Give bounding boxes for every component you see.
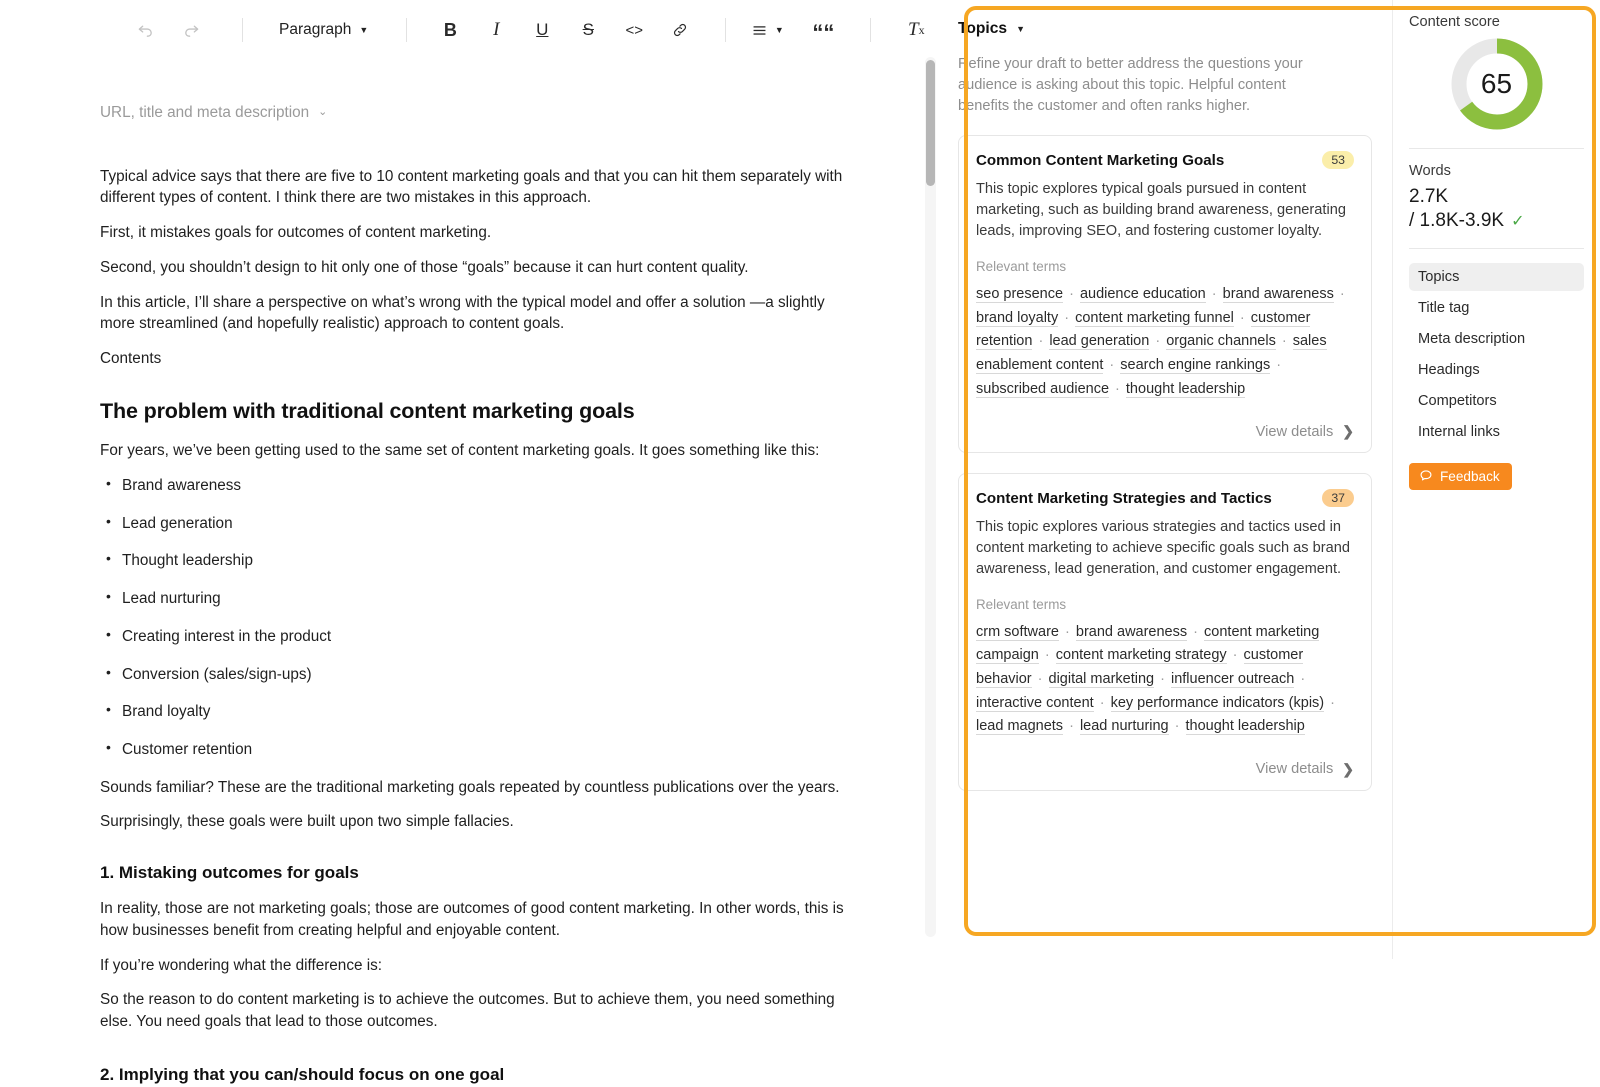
paragraph-style-dropdown[interactable] [271, 13, 376, 47]
relevant-term[interactable]: customer retention [976, 309, 1311, 350]
redo-button[interactable] [174, 13, 208, 47]
document-body[interactable] [0, 102, 940, 1087]
status-badge: 37 [1322, 489, 1354, 507]
chevron-down-icon-align: ▼ [774, 24, 784, 35]
topic-card-header [976, 151, 1354, 171]
bold-button[interactable] [433, 13, 467, 47]
relevant-terms-label: Relevant terms [976, 596, 1067, 612]
topic-card-title: Content Marketing Strategies and Tactics [976, 490, 1272, 508]
redo-icon [182, 21, 201, 40]
topic-card-footer [976, 423, 1354, 440]
goals-bullet-list [100, 475, 856, 761]
term-separator: · [1105, 356, 1119, 373]
view-details-link[interactable] [1256, 423, 1354, 440]
quote-label: ““ [812, 19, 835, 45]
relevant-terms-list [976, 283, 1354, 401]
undo-icon [136, 21, 155, 40]
doc-paragraph: Sounds familiar? These are the traditional marketing goals repeated by countless publications over the years. [100, 778, 840, 796]
chevron-right-icon: ❯ [1342, 423, 1354, 440]
chevron-down-icon-meta: ⌄ [318, 106, 328, 119]
clear-format-label: T [908, 19, 919, 40]
relevant-term[interactable]: key performance indicators (kpis) [1110, 694, 1325, 711]
term-separator: · [1061, 623, 1074, 640]
chevron-down-icon-topics: ▼ [1016, 23, 1026, 34]
topic-card-description: This topic explores various strategies and tactics used in content marketing to achieve specific goals such as brand awareness, lead generation, and customer engagement. [976, 518, 1350, 577]
align-icon [751, 22, 768, 39]
toolbar-divider-2 [406, 18, 407, 42]
doc-paragraph: If you’re wondering what the difference is: [100, 956, 383, 974]
content-score-value: 65 [1480, 68, 1513, 99]
view-details-label: View details [1255, 761, 1334, 778]
strikethrough-button[interactable] [571, 13, 605, 47]
sidebar-nav [1409, 263, 1584, 446]
relevant-term[interactable]: content marketing campaign [976, 623, 1320, 664]
status-badge: 53 [1322, 151, 1354, 169]
clear-formatting-button[interactable] [899, 13, 933, 47]
doc-paragraph: Surprisingly, these goals were built upon two simple fallacies. [100, 813, 514, 831]
list-item: • Creating interest in the product [100, 626, 856, 648]
relevant-term[interactable]: customer behavior [976, 647, 1304, 688]
relevant-term[interactable]: search engine rankings [1120, 356, 1271, 373]
sidebar-item-internal-links[interactable]: Internal links [1418, 423, 1500, 440]
view-details-link[interactable] [1256, 761, 1354, 778]
term-separator: · [1335, 286, 1345, 303]
words-count: 2.7K [1409, 186, 1449, 207]
topics-panel [940, 0, 1392, 959]
relevant-terms-list [976, 621, 1354, 739]
relevant-term[interactable]: interactive content [976, 694, 1094, 711]
toolbar-divider-4 [870, 18, 871, 42]
toolbar-divider-3 [725, 18, 726, 42]
term-separator: · [1170, 718, 1184, 735]
term-separator: · [1065, 286, 1078, 303]
relevant-term[interactable]: sales enablement content [976, 333, 1327, 373]
relevant-term[interactable]: organic channels [1166, 333, 1276, 350]
doc-paragraph: First, it mistakes goals for outcomes of content marketing. [100, 224, 492, 242]
term-separator: · [1228, 647, 1242, 664]
feedback-label: Feedback [1440, 468, 1500, 484]
term-separator: · [1060, 309, 1074, 326]
term-separator: · [1189, 623, 1203, 640]
doc-paragraph: So the reason to do content marketing is to achieve the outcomes. But to achieve them, you need something else. You need goals that lead to those outcomes. [100, 991, 835, 1031]
topics-description: Refine your draft to better address the questions your audience is asking about this topic. Helpful content benefits the customer and often ranks higher. [958, 56, 1303, 115]
check-icon: ✓ [1511, 212, 1525, 230]
term-separator: · [1272, 356, 1282, 373]
clear-format-subscript: x [918, 22, 925, 37]
right-side [940, 0, 1600, 959]
meta-description-toggle[interactable] [100, 102, 856, 124]
term-separator: · [1040, 647, 1054, 664]
relevant-term[interactable]: brand loyalty [976, 309, 1059, 326]
relevant-terms-label: Relevant terms [976, 259, 1067, 275]
speech-bubble-icon [1419, 469, 1433, 483]
relevant-term[interactable]: thought leadership [1185, 718, 1305, 735]
link-button[interactable] [663, 13, 697, 47]
paragraph-style-label: Paragraph [279, 21, 352, 38]
words-range: / 1.8K-3.9K [1409, 209, 1505, 231]
topic-card-description: This topic explores typical goals pursued in content marketing, such as building brand awareness, generating leads, improving SEO, and fostering customer loyalty. [976, 181, 1346, 240]
term-separator: · [1034, 333, 1048, 350]
doc-paragraph: Contents [100, 350, 162, 368]
page-heading-1: The problem with traditional content marketing goals [100, 398, 635, 423]
content-score-gauge [1449, 36, 1545, 132]
topic-card-footer [976, 761, 1354, 778]
undo-button[interactable] [128, 13, 162, 47]
meta-toggle-label: URL, title and meta description [100, 104, 310, 121]
sidebar-divider-2 [1409, 248, 1584, 249]
relevant-term[interactable]: thought leadership [1125, 380, 1246, 397]
term-separator: · [1065, 718, 1078, 735]
term-separator: · [1033, 671, 1047, 688]
editor-scrollbar-track[interactable] [925, 57, 936, 937]
topics-title: Topics [958, 20, 1008, 37]
list-item: • Customer retention [100, 739, 856, 761]
sidebar-item-competitors[interactable]: Competitors [1418, 392, 1497, 409]
panels-container [940, 0, 1600, 959]
term-separator: · [1156, 671, 1169, 688]
relevant-term[interactable]: content marketing strategy [1055, 647, 1227, 664]
doc-paragraph: Typical advice says that there are five to 10 content marketing goals and that you can hit them separately with different types of content. I think there are two mistakes in this approach. [100, 167, 843, 207]
code-label: <> [625, 21, 644, 39]
list-item: • Brand awareness [100, 475, 856, 497]
editor-scrollbar-thumb[interactable] [926, 60, 935, 186]
doc-paragraph: In this article, I’ll share a perspective on what’s wrong with the typical model and offer a solution —a slightly more streamlined (and hopefully realistic) approach to content goals. [100, 293, 825, 333]
relevant-term[interactable]: crm software [976, 623, 1059, 640]
relevant-term[interactable]: digital marketing [1048, 671, 1155, 688]
feedback-button[interactable] [1409, 463, 1512, 490]
list-item: • Thought leadership [100, 550, 856, 572]
term-separator: · [1235, 309, 1249, 326]
words-range-row [1409, 210, 1584, 232]
doc-paragraph: In reality, those are not marketing goals; those are outcomes of good content marketing. In other words, this is how businesses benefit from creating helpful and enjoyable content. [100, 900, 844, 940]
underline-label: U [536, 20, 549, 39]
link-icon [671, 21, 689, 39]
chevron-right-icon: ❯ [1342, 760, 1354, 777]
relevant-term[interactable]: lead magnets [976, 718, 1064, 735]
bold-label: B [443, 19, 457, 40]
topic-card[interactable] [958, 135, 1372, 453]
term-separator: · [1095, 694, 1109, 711]
term-separator: · [1326, 694, 1335, 711]
sidebar-divider-1 [1409, 148, 1584, 149]
relevant-term[interactable]: influencer outreach [1170, 671, 1295, 688]
list-item: • Brand loyalty [100, 701, 856, 723]
term-separator: · [1296, 671, 1306, 688]
underline-button[interactable] [525, 13, 559, 47]
term-separator: · [1207, 286, 1221, 303]
relevant-term[interactable]: lead generation [1049, 333, 1150, 350]
topic-card-title: Common Content Marketing Goals [976, 152, 1225, 170]
blockquote-button[interactable] [806, 13, 840, 47]
page-heading-3: 2. Implying that you can/should focus on one goal [100, 1064, 505, 1084]
page-heading-2: 1. Mistaking outcomes for goals [100, 863, 359, 883]
sidebar-item-topics[interactable]: Topics [1409, 263, 1584, 291]
list-item: • Lead nurturing [100, 588, 856, 610]
align-dropdown[interactable] [750, 13, 784, 47]
relevant-term[interactable]: brand awareness [1075, 623, 1188, 640]
code-button[interactable] [617, 13, 651, 47]
relevant-term[interactable]: brand awareness [1222, 286, 1334, 303]
relevant-term[interactable]: seo presence [976, 286, 1064, 303]
list-item: • Lead generation [100, 513, 856, 535]
italic-label: I [493, 19, 500, 40]
toolbar-divider [242, 18, 243, 42]
doc-paragraph: Second, you shouldn’t design to hit only one of those “goals” because it can hurt content quality. [100, 258, 749, 276]
strike-label: S [582, 20, 594, 39]
list-item: • Conversion (sales/sign-ups) [100, 664, 856, 686]
topic-card-header [976, 489, 1354, 509]
topics-dropdown[interactable] [958, 20, 1372, 38]
topic-card[interactable] [958, 473, 1372, 791]
words-label: Words [1409, 163, 1451, 179]
doc-paragraph: For years, we’ve been getting used to the same set of content marketing goals. It goes something like this: [100, 442, 820, 460]
chevron-down-icon: ▼ [359, 24, 369, 35]
relevant-term[interactable]: lead nurturing [1079, 718, 1169, 735]
sidebar-item-meta-description[interactable]: Meta description [1418, 330, 1526, 347]
content-score-label: Content score [1409, 14, 1500, 30]
term-separator: · [1111, 380, 1124, 397]
sidebar-item-headings[interactable]: Headings [1418, 361, 1480, 378]
editor-toolbar [0, 0, 940, 60]
view-details-label: View details [1255, 423, 1334, 440]
relevant-term[interactable]: audience education [1079, 286, 1206, 303]
term-separator: · [1277, 333, 1291, 350]
relevant-term[interactable]: content marketing funnel [1075, 309, 1234, 326]
italic-button[interactable] [479, 13, 513, 47]
content-score-gauge-wrap [1409, 36, 1584, 132]
sidebar-item-title-tag[interactable]: Title tag [1418, 299, 1470, 316]
score-sidebar [1393, 0, 1600, 959]
term-separator: · [1151, 333, 1165, 350]
relevant-term[interactable]: subscribed audience [976, 380, 1110, 397]
